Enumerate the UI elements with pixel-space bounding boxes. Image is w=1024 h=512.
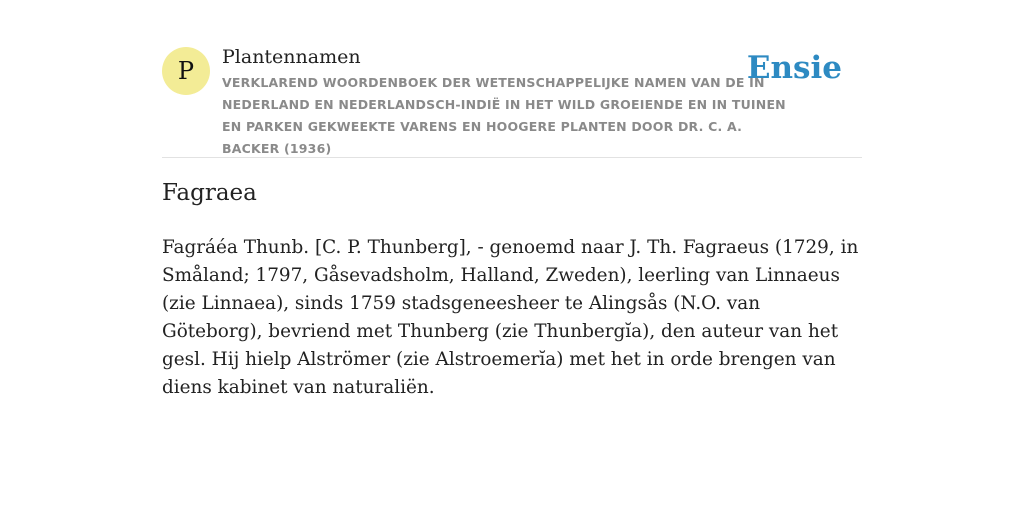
ensie-logo-link[interactable]: Ensie (746, 50, 842, 86)
book-logo[interactable]: P (162, 47, 210, 95)
entry-body: Fagráéa Thunb. [C. P. Thunberg], - genoemd naar J. Th. Fagraeus (1729, in Småland; 1797, Gåsevadsholm, Halland, Zweden), leerling van Linnaeus (zie Linnaea), sinds 1759 stadsgeneesheer te Alingsås (N.O. van Göteborg), bevriend met Thunberg (zie Thunbergĭa), den auteur van het gesl. Hij hielp Alströmer (zie Alstroemerĭa) met het in orde brengen van diens kabinet van naturaliën. (162, 237, 859, 398)
book-title[interactable]: Plantennamen (222, 46, 361, 68)
book-subtitle: VERKLAREND WOORDENBOEK DER WETENSCHAPPELIJKE NAMEN VAN DE IN NEDERLAND EN NEDERLANDSCH-INDIË IN HET WILD GROEIENDE EN IN TUINEN EN PARKEN GEKWEEKTE VARENS EN HOOGERE PLANTEN DOOR DR. C. A. BACKER (1936) (222, 75, 786, 156)
entry-title: Fagraea (162, 180, 257, 206)
header (162, 44, 862, 158)
